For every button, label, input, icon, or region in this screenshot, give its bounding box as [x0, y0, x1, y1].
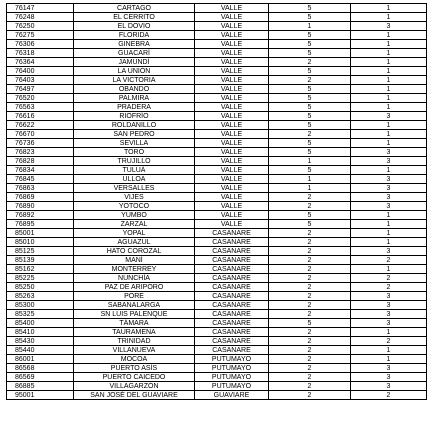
municipality-name-cell: ZARZAL [74, 220, 195, 229]
municipality-code-cell: 76622 [7, 121, 74, 130]
category-a-cell: 2 [269, 391, 351, 400]
municipality-name-cell: EL DOVIO [74, 22, 195, 31]
department-cell: CASANARE [195, 337, 269, 346]
municipality-name-cell: SEVILLA [74, 139, 195, 148]
department-cell: PUTUMAYO [195, 355, 269, 364]
category-b-cell: 2 [351, 391, 427, 400]
category-a-cell: 1 [269, 22, 351, 31]
department-cell: VALLE [195, 157, 269, 166]
category-a-cell: 2 [269, 283, 351, 292]
municipality-name-cell: GINEBRA [74, 40, 195, 49]
municipality-name-cell: PRADERA [74, 103, 195, 112]
municipality-code-cell: 76869 [7, 193, 74, 202]
table-row [7, 112, 427, 121]
category-a-cell: 2 [269, 346, 351, 355]
table-row [7, 121, 427, 130]
department-cell: VALLE [195, 139, 269, 148]
department-cell: VALLE [195, 112, 269, 121]
table-row [7, 103, 427, 112]
category-a-cell: 2 [269, 364, 351, 373]
category-a-cell: 2 [269, 292, 351, 301]
category-b-cell: 3 [351, 157, 427, 166]
category-a-cell: 2 [269, 337, 351, 346]
table-row [7, 31, 427, 40]
municipality-code-cell: 76306 [7, 40, 74, 49]
category-b-cell: 3 [351, 382, 427, 391]
category-a-cell: 5 [269, 148, 351, 157]
table-row [7, 301, 427, 310]
category-a-cell: 5 [269, 31, 351, 40]
category-b-cell: 1 [351, 346, 427, 355]
municipality-name-cell: SAN JOSÉ DEL GUAVIARE [74, 391, 195, 400]
category-a-cell: 2 [269, 382, 351, 391]
category-a-cell: 5 [269, 49, 351, 58]
category-a-cell: 5 [269, 220, 351, 229]
category-b-cell: 1 [351, 166, 427, 175]
municipality-code-cell: 85125 [7, 247, 74, 256]
department-cell: VALLE [195, 193, 269, 202]
municipality-code-cell: 76890 [7, 202, 74, 211]
municipality-code-cell: 76736 [7, 139, 74, 148]
table-row [7, 355, 427, 364]
category-b-cell: 2 [351, 283, 427, 292]
category-a-cell: 5 [269, 211, 351, 220]
municipality-name-cell: MONTERREY [74, 265, 195, 274]
department-cell: CASANARE [195, 265, 269, 274]
municipality-code-cell: 76895 [7, 220, 74, 229]
municipality-code-cell: 76364 [7, 58, 74, 67]
table-row [7, 58, 427, 67]
category-a-cell: 2 [269, 274, 351, 283]
category-a-cell: 2 [269, 193, 351, 202]
municipality-name-cell: TAURAMENA [74, 328, 195, 337]
department-cell: VALLE [195, 13, 269, 22]
category-a-cell: 2 [269, 301, 351, 310]
municipality-name-cell: TULUÁ [74, 166, 195, 175]
category-a-cell: 5 [269, 121, 351, 130]
municipality-code-cell: 85162 [7, 265, 74, 274]
category-a-cell: 5 [269, 112, 351, 121]
department-cell: PUTUMAYO [195, 373, 269, 382]
department-cell: VALLE [195, 85, 269, 94]
municipality-name-cell: TÁMARA [74, 319, 195, 328]
table-row [7, 337, 427, 346]
table-row [7, 85, 427, 94]
category-a-cell: 5 [269, 319, 351, 328]
municipality-name-cell: YOPAL [74, 229, 195, 238]
category-a-cell: 5 [269, 67, 351, 76]
table-row [7, 256, 427, 265]
table-row [7, 229, 427, 238]
table-row [7, 382, 427, 391]
municipality-code-cell: 76845 [7, 175, 74, 184]
municipality-code-cell: 76248 [7, 13, 74, 22]
table-row [7, 310, 427, 319]
municipality-code-cell: 76823 [7, 148, 74, 157]
category-a-cell: 2 [269, 238, 351, 247]
category-b-cell: 3 [351, 292, 427, 301]
category-b-cell: 3 [351, 247, 427, 256]
category-b-cell: 1 [351, 49, 427, 58]
municipality-code-cell: 76892 [7, 211, 74, 220]
category-a-cell: 2 [269, 310, 351, 319]
category-b-cell: 3 [351, 184, 427, 193]
category-b-cell: 3 [351, 373, 427, 382]
category-b-cell: 1 [351, 67, 427, 76]
department-cell: VALLE [195, 202, 269, 211]
department-cell: CASANARE [195, 229, 269, 238]
department-cell: VALLE [195, 67, 269, 76]
municipality-code-cell: 86569 [7, 373, 74, 382]
municipality-name-cell: VERSALLES [74, 184, 195, 193]
department-cell: VALLE [195, 211, 269, 220]
table-row [7, 211, 427, 220]
table-row [7, 265, 427, 274]
department-cell: VALLE [195, 184, 269, 193]
category-b-cell: 1 [351, 355, 427, 364]
municipality-code-cell: 85250 [7, 283, 74, 292]
category-b-cell: 1 [351, 85, 427, 94]
category-b-cell: 1 [351, 94, 427, 103]
department-cell: VALLE [195, 49, 269, 58]
municipality-name-cell: VILLANUEVA [74, 346, 195, 355]
municipality-code-cell: 76497 [7, 85, 74, 94]
municipality-code-cell: 76403 [7, 76, 74, 85]
municipality-name-cell: GUACARÍ [74, 49, 195, 58]
municipality-code-cell: 76828 [7, 157, 74, 166]
department-cell: VALLE [195, 31, 269, 40]
municipality-name-cell: LA UNIÓN [74, 67, 195, 76]
category-a-cell: 2 [269, 256, 351, 265]
department-cell: CASANARE [195, 292, 269, 301]
category-b-cell: 1 [351, 76, 427, 85]
category-b-cell: 3 [351, 202, 427, 211]
municipality-table [6, 3, 427, 400]
table-row [7, 364, 427, 373]
municipality-code-cell: 85300 [7, 301, 74, 310]
municipality-name-cell: FLORIDA [74, 31, 195, 40]
category-b-cell: 1 [351, 328, 427, 337]
department-cell: PUTUMAYO [195, 364, 269, 373]
table-row [7, 94, 427, 103]
municipality-code-cell: 76834 [7, 166, 74, 175]
municipality-code-cell: 85440 [7, 346, 74, 355]
category-b-cell: 2 [351, 337, 427, 346]
category-a-cell: 5 [269, 85, 351, 94]
department-cell: CASANARE [195, 346, 269, 355]
municipality-code-cell: 76147 [7, 4, 74, 13]
category-a-cell: 5 [269, 103, 351, 112]
table-row [7, 193, 427, 202]
department-cell: PUTUMAYO [195, 382, 269, 391]
category-a-cell: 5 [269, 13, 351, 22]
category-b-cell: 1 [351, 31, 427, 40]
category-a-cell: 1 [269, 157, 351, 166]
municipality-name-cell: MOCOA [74, 355, 195, 364]
municipality-code-cell: 85139 [7, 256, 74, 265]
department-cell: CASANARE [195, 274, 269, 283]
department-cell: GUAVIARE [195, 391, 269, 400]
table-row [7, 40, 427, 49]
category-a-cell: 2 [269, 58, 351, 67]
department-cell: VALLE [195, 22, 269, 31]
category-b-cell: 1 [351, 211, 427, 220]
municipality-name-cell: EL CERRITO [74, 13, 195, 22]
municipality-name-cell: MANÍ [74, 256, 195, 265]
table-row [7, 220, 427, 229]
municipality-name-cell: TRINIDAD [74, 337, 195, 346]
municipality-name-cell: TORO [74, 148, 195, 157]
municipality-code-cell: 85400 [7, 319, 74, 328]
category-a-cell: 2 [269, 247, 351, 256]
category-a-cell: 2 [269, 328, 351, 337]
table-row [7, 247, 427, 256]
table-row [7, 319, 427, 328]
table-row [7, 184, 427, 193]
municipality-code-cell: 85430 [7, 337, 74, 346]
municipality-code-cell: 86885 [7, 382, 74, 391]
municipality-name-cell: CARTAGO [74, 4, 195, 13]
category-b-cell: 3 [351, 319, 427, 328]
municipality-name-cell: TRUJILLO [74, 157, 195, 166]
table-row [7, 175, 427, 184]
department-cell: CASANARE [195, 238, 269, 247]
department-cell: VALLE [195, 121, 269, 130]
department-cell: CASANARE [195, 256, 269, 265]
category-b-cell: 1 [351, 121, 427, 130]
municipality-code-cell: 76863 [7, 184, 74, 193]
department-cell: VALLE [195, 148, 269, 157]
category-b-cell: 1 [351, 58, 427, 67]
table-row [7, 139, 427, 148]
municipality-code-cell: 85225 [7, 274, 74, 283]
category-b-cell: 3 [351, 301, 427, 310]
department-cell: VALLE [195, 94, 269, 103]
category-b-cell: 1 [351, 103, 427, 112]
table-row [7, 238, 427, 247]
municipality-name-cell: NUNCHÍA [74, 274, 195, 283]
table-row [7, 148, 427, 157]
municipality-name-cell: LA VICTORIA [74, 76, 195, 85]
category-b-cell: 1 [351, 139, 427, 148]
category-a-cell: 5 [269, 166, 351, 175]
department-cell: CASANARE [195, 319, 269, 328]
category-b-cell: 1 [351, 4, 427, 13]
category-b-cell: 1 [351, 238, 427, 247]
department-cell: CASANARE [195, 328, 269, 337]
department-cell: CASANARE [195, 301, 269, 310]
category-a-cell: 2 [269, 130, 351, 139]
table-row [7, 67, 427, 76]
table-row [7, 274, 427, 283]
municipality-name-cell: PALMIRA [74, 94, 195, 103]
department-cell: VALLE [195, 4, 269, 13]
municipality-name-cell: AGUAZUL [74, 238, 195, 247]
municipality-code-cell: 85410 [7, 328, 74, 337]
category-b-cell: 3 [351, 112, 427, 121]
category-b-cell: 1 [351, 130, 427, 139]
category-b-cell: 1 [351, 40, 427, 49]
table-row [7, 157, 427, 166]
municipality-name-cell: SN LUIS PALENQUE [74, 310, 195, 319]
department-cell: VALLE [195, 40, 269, 49]
category-a-cell: 5 [269, 4, 351, 13]
municipality-code-cell: 85263 [7, 292, 74, 301]
category-b-cell: 3 [351, 193, 427, 202]
category-b-cell: 1 [351, 13, 427, 22]
table-row [7, 22, 427, 31]
municipality-code-cell: 76400 [7, 67, 74, 76]
department-cell: CASANARE [195, 283, 269, 292]
municipality-code-cell: 76563 [7, 103, 74, 112]
category-a-cell: 5 [269, 139, 351, 148]
municipality-code-cell: 86568 [7, 364, 74, 373]
department-cell: VALLE [195, 166, 269, 175]
category-a-cell: 2 [269, 202, 351, 211]
municipality-name-cell: VILLAGARZÓN [74, 382, 195, 391]
table-row [7, 13, 427, 22]
category-a-cell: 2 [269, 76, 351, 85]
municipality-name-cell: RIOFRÍO [74, 112, 195, 121]
table-row [7, 373, 427, 382]
category-b-cell: 1 [351, 265, 427, 274]
municipality-name-cell: PUERTO CAICEDO [74, 373, 195, 382]
category-b-cell: 1 [351, 220, 427, 229]
table-row [7, 391, 427, 400]
table-row [7, 283, 427, 292]
municipality-code-cell: 86001 [7, 355, 74, 364]
department-cell: VALLE [195, 175, 269, 184]
department-cell: VALLE [195, 130, 269, 139]
municipality-name-cell: ROLDANILLO [74, 121, 195, 130]
municipality-code-cell: 95001 [7, 391, 74, 400]
category-b-cell: 3 [351, 22, 427, 31]
municipality-name-cell: HATO COROZAL [74, 247, 195, 256]
municipality-code-cell: 76670 [7, 130, 74, 139]
department-cell: CASANARE [195, 310, 269, 319]
municipality-name-cell: PORE [74, 292, 195, 301]
municipality-code-cell: 85325 [7, 310, 74, 319]
municipality-name-cell: YOTOCO [74, 202, 195, 211]
category-b-cell: 3 [351, 364, 427, 373]
municipality-name-cell: OBANDO [74, 85, 195, 94]
category-a-cell: 5 [269, 94, 351, 103]
department-cell: VALLE [195, 220, 269, 229]
municipality-code-cell: 85001 [7, 229, 74, 238]
municipality-code-cell: 85010 [7, 238, 74, 247]
municipality-name-cell: YUMBO [74, 211, 195, 220]
category-b-cell: 3 [351, 175, 427, 184]
municipality-code-cell: 76616 [7, 112, 74, 121]
table-row [7, 49, 427, 58]
category-b-cell: 2 [351, 256, 427, 265]
table-body [7, 4, 427, 400]
table-row [7, 4, 427, 13]
municipality-name-cell: VIJES [74, 193, 195, 202]
municipality-code-cell: 76250 [7, 22, 74, 31]
municipality-code-cell: 76520 [7, 94, 74, 103]
municipality-name-cell: JAMUNDÍ [74, 58, 195, 67]
category-b-cell: 1 [351, 229, 427, 238]
table-row [7, 202, 427, 211]
category-a-cell: 2 [269, 355, 351, 364]
department-cell: VALLE [195, 103, 269, 112]
municipality-name-cell: PAZ DE ARIPORO [74, 283, 195, 292]
category-a-cell: 2 [269, 373, 351, 382]
municipality-name-cell: SABANALARGA [74, 301, 195, 310]
department-cell: VALLE [195, 76, 269, 85]
category-a-cell: 1 [269, 175, 351, 184]
municipality-name-cell: PUERTO ASÍS [74, 364, 195, 373]
municipality-name-cell: ULLOA [74, 175, 195, 184]
category-a-cell: 2 [269, 265, 351, 274]
department-cell: VALLE [195, 58, 269, 67]
category-b-cell: 2 [351, 274, 427, 283]
table-row [7, 328, 427, 337]
category-a-cell: 5 [269, 40, 351, 49]
table-row [7, 76, 427, 85]
municipality-code-cell: 76318 [7, 49, 74, 58]
table-row [7, 130, 427, 139]
municipality-code-cell: 76275 [7, 31, 74, 40]
category-b-cell: 3 [351, 148, 427, 157]
category-b-cell: 3 [351, 310, 427, 319]
category-a-cell: 2 [269, 229, 351, 238]
municipality-name-cell: SAN PEDRO [74, 130, 195, 139]
table-row [7, 346, 427, 355]
table-row [7, 292, 427, 301]
table-row [7, 166, 427, 175]
department-cell: CASANARE [195, 247, 269, 256]
category-a-cell: 1 [269, 184, 351, 193]
